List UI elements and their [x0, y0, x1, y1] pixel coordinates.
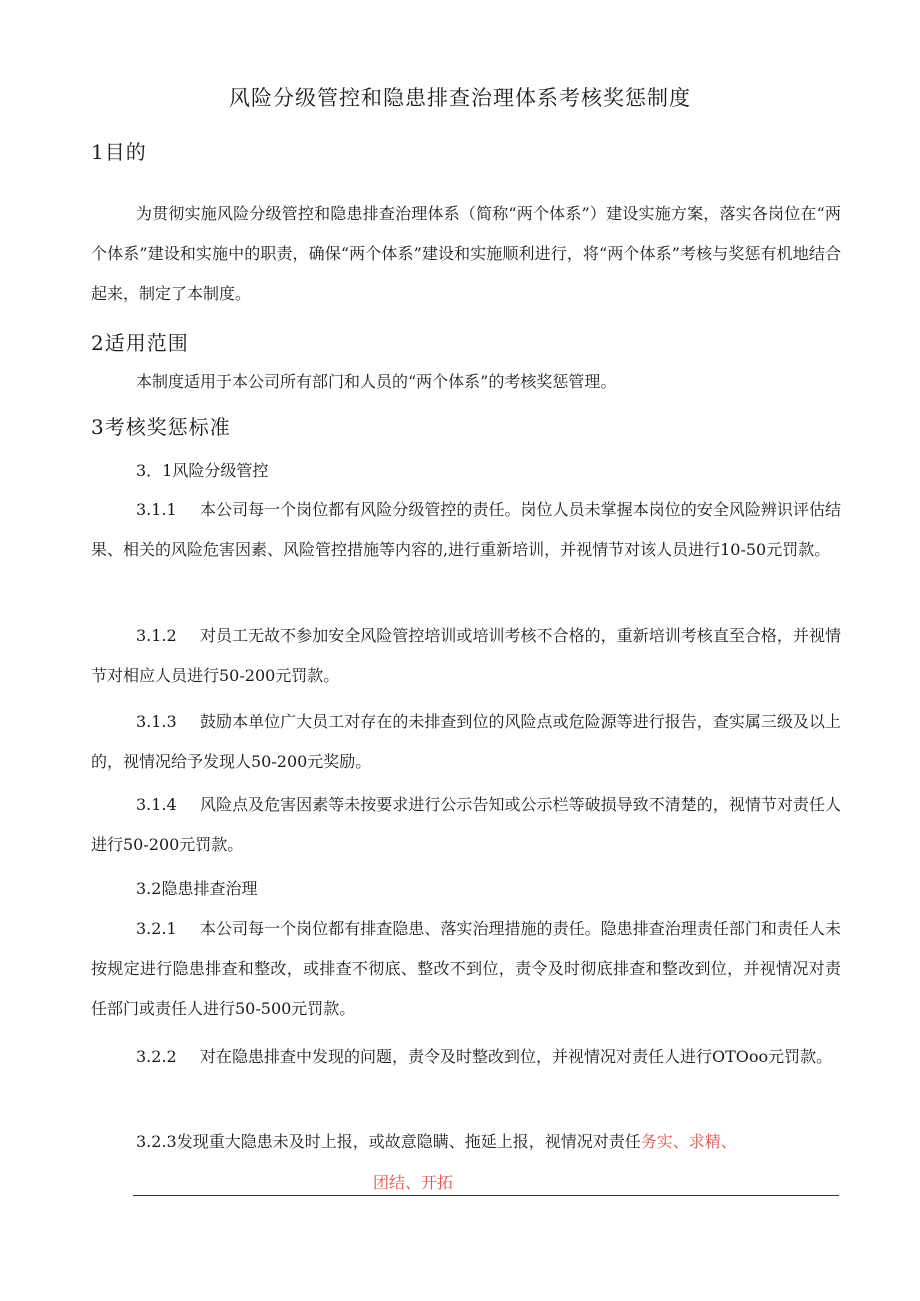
clause-number: 3.2.2: [136, 1047, 177, 1066]
clause-3-1-4: [91, 785, 841, 865]
clause-text: 对员工无故不参加安全风险管控培训或培训考核不合格的，重新培训考核直至合格，并视情节对相应人员进行50-200元罚款。: [91, 626, 841, 685]
clause-number: 3.1.1: [136, 500, 177, 519]
clause-text: 对在隐患排查中发现的问题，责令及时整改到位，并视情况对责任人进行OTOoo元罚款。: [200, 1047, 833, 1066]
clause-3-1-2: [91, 616, 841, 696]
section-heading-scope: 2适用范围: [91, 331, 189, 355]
clause-text: 风险点及危害因素等未按要求进行公示告知或公示栏等破损导致不清楚的，视情节对责任人进行50-200元罚款。: [91, 795, 841, 854]
footer-motto-part2: 团结、开拓: [373, 1173, 454, 1192]
subsection-heading-risk: 3．1风险分级管控: [136, 461, 269, 480]
subsection-heading-hazard: 3.2隐患排查治理: [136, 879, 258, 898]
footer-motto-part1: 务实、求精、: [640, 1132, 737, 1151]
section-body-purpose: 为贯彻实施风险分级管控和隐患排查治理体系（简称“两个体系”）建设实施方案，落实各岗位在“两个体系”建设和实施中的职责，确保“两个体系”建设和实施顺利进行，将“两个体系”考核与奖惩有机地结合起来，制定了本制度。: [91, 204, 841, 303]
clause-text: 鼓励本单位广大员工对存在的未排查到位的风险点或危险源等进行报告，查实属三级及以上的，视情况给予发现人50-200元奖励。: [91, 712, 841, 771]
section-body-scope: 本制度适用于本公司所有部门和人员的“两个体系”的考核奖惩管理。: [136, 372, 617, 391]
clause-number: 3.2.1: [136, 919, 177, 938]
clause-3-1-1: [91, 490, 841, 570]
clause-text: 3.2.3发现重大隐患未及时上报，或故意隐瞒、拖延上报，视情况对责任: [136, 1132, 641, 1151]
clause-3-2-3: [91, 1122, 841, 1162]
clause-text: 本公司每一个岗位都有风险分级管控的责任。岗位人员未掌握本岗位的安全风险辨识评估结果、相关的风险危害因素、风险管控措施等内容的,进行重新培训，并视情节对该人员进行10-50元罚款。: [91, 500, 841, 559]
clause-number: 3.1.3: [136, 712, 177, 731]
document-title: 风险分级管控和隐患排查治理体系考核奖惩制度: [229, 86, 691, 110]
clause-number: 3.1.4: [136, 795, 177, 814]
clause-3-2-2: [91, 1037, 841, 1077]
footer-divider: [133, 1195, 839, 1196]
section-heading-purpose: 1目的: [91, 140, 147, 164]
clause-3-2-1: [91, 909, 841, 1029]
clause-number: 3.1.2: [136, 626, 177, 645]
section-heading-standards: 3考核奖惩标准: [91, 415, 231, 439]
clause-text: 本公司每一个岗位都有排查隐患、落实治理措施的责任。隐患排查治理责任部门和责任人未按规定进行隐患排查和整改，或排查不彻底、整改不到位，责令及时彻底排查和整改到位，并视情况对责任部门或责任人进行50-500元罚款。: [91, 919, 841, 1018]
clause-3-1-3: [91, 702, 841, 782]
